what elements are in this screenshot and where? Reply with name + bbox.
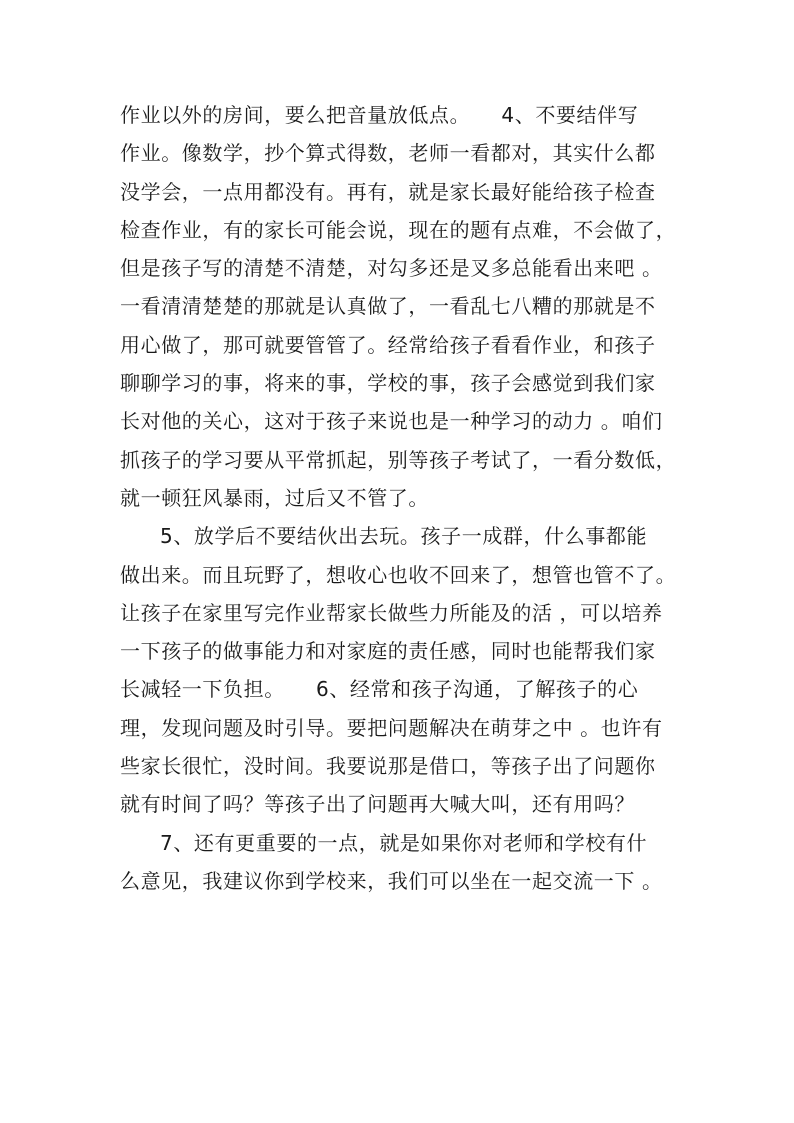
paragraph-start-line: 5、放学后不要结伙出去玩。孩子一成群，什么事都能 xyxy=(160,524,648,549)
text-line: 让孩子在家里写完作业帮家长做些力所能及的活 ，可以培养 xyxy=(120,600,663,625)
text-line: 长对他的关心，这对于孩子来说也是一种学习的动力 。咱们 xyxy=(120,409,663,434)
text-line: 抓孩子的学习要从平常抓起，别等孩子考试了，一看分数低， xyxy=(120,447,677,472)
text-line: 一看清清楚楚的那就是认真做了，一看乱七八糟的那就是不 xyxy=(120,294,656,319)
text-line: 用心做了，那可就要管管了。经常给孩子看看作业，和孩子 xyxy=(120,332,656,357)
body-text xyxy=(120,96,676,900)
text-line: 么意见，我建议你到学校来，我们可以坐在一起交流一下 。 xyxy=(120,868,663,893)
text-line: 理，发现问题及时引导。要把问题解决在萌芽之中 。也许有 xyxy=(120,715,663,740)
text-line: 做出来。而且玩野了，想收心也收不回来了，想管也管不了。 xyxy=(120,562,677,587)
text-line: 长减轻一下负担。 6、经常和孩子沟通，了解孩子的心 xyxy=(120,677,639,702)
text-line: 作业以外的房间，要么把音量放低点。 4、不要结伴写 xyxy=(120,103,639,127)
text-line: 就一顿狂风暴雨，过后又不管了。 xyxy=(120,485,429,510)
text-line: 一下孩子的做事能力和对家庭的责任感，同时也能帮我们家 xyxy=(120,639,656,664)
text-line: 聊聊学习的事，将来的事，学校的事，孩子会感觉到我们家 xyxy=(120,371,656,396)
text-line: 没学会，一点用都没有。再有，就是家长最好能给孩子检查 xyxy=(120,179,656,204)
text-line: 检查作业，有的家长可能会说，现在的题有点难，不会做了， xyxy=(120,217,677,242)
text-line: 些家长很忙，没时间。我要说那是借口，等孩子出了问题你 xyxy=(120,754,656,779)
text-line: 但是孩子写的清楚不清楚，对勾多还是叉多总能看出来吧 。 xyxy=(120,256,663,281)
text-line: 就有时间了吗？等孩子出了问题再大喊大叫，还有用吗？ xyxy=(120,792,635,817)
paragraph-start-line: 7、还有更重要的一点，就是如果你对老师和学校有什 xyxy=(160,830,648,855)
text-line: 作业。像数学，抄个算式得数，老师一看都对，其实什么都 xyxy=(120,141,656,166)
